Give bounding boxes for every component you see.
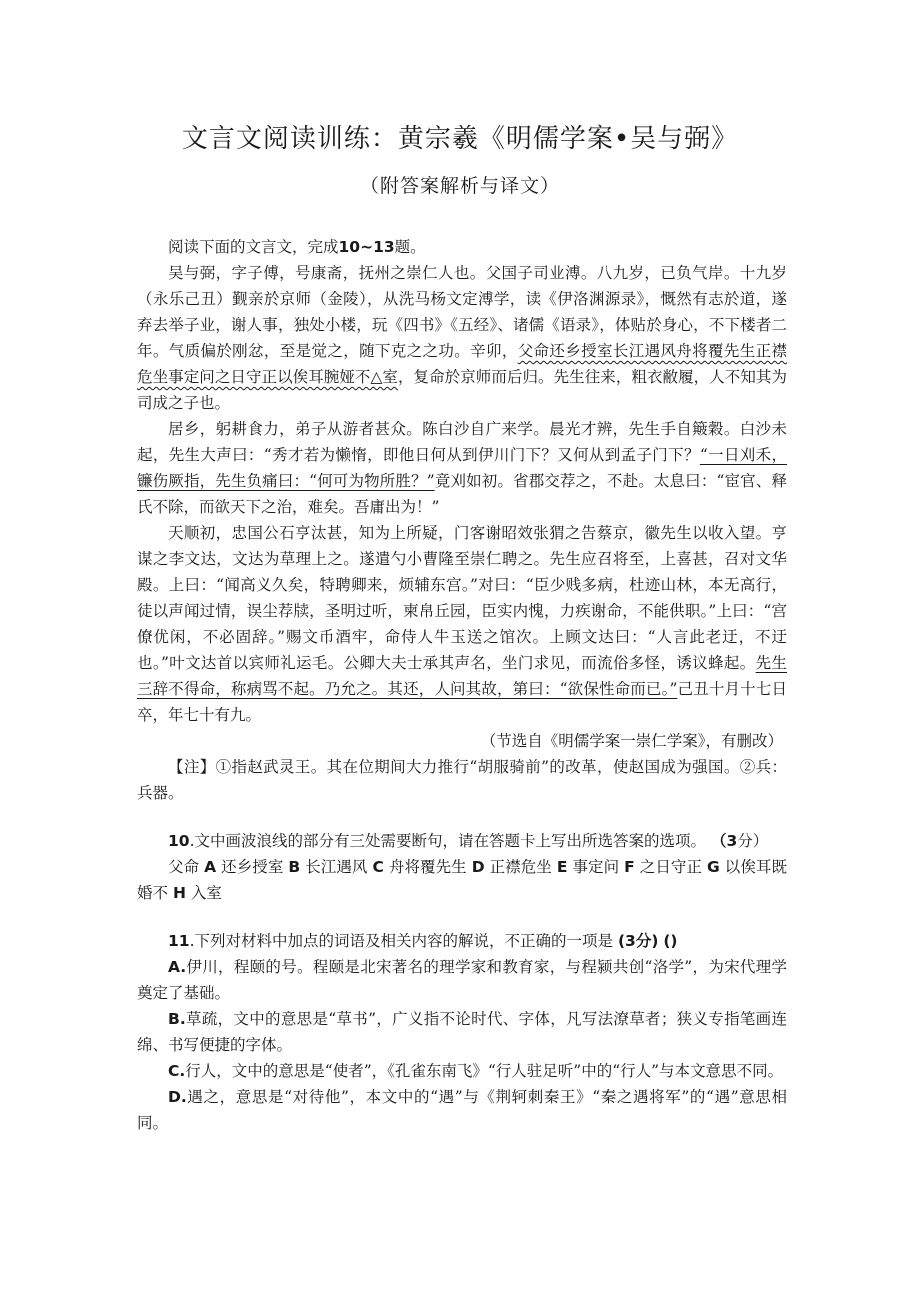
segment: 正襟危坐 <box>489 858 552 876</box>
option-b-label: B <box>288 858 301 876</box>
question-11-text: .下列对材料中加点的词语及相关内容的解说，不正确的一项是 <box>189 932 614 950</box>
question-range: 10~13 <box>338 238 395 256</box>
option-d <box>137 1084 787 1136</box>
answer-blank: () <box>663 932 678 950</box>
paragraph-3-text: 天顺初，忠国公石亨汰甚，知为上所疑，门客谢昭效张猬之告蔡京，徽先生以收入望。亨谋之李文达，文达为草理上之。遂遣勺小曹隆至崇仁聘之。先生应召将至，上喜甚，召对文华殿。上曰：“闻高义久矣，特聘卿来，烦辅东宫。”对曰：“臣少贱多病，杜迹山林，本无高行，徒以声闻过情，误尘荐牍，圣明过听，柬帛丘园，臣实内愧，力疾谢命，不能供职。”上曰：“宫僚优闲，不必固辞。”赐文币酒牢，命侍人牛玉送之馆次。上顾文达曰：“人言此老迂，不迂也。”叶文达首以宾师礼运毛。公卿大夫士承其声名，坐门求见，而流俗多怪，诱议蜂起。 <box>137 524 787 672</box>
option-e-label: E <box>556 858 568 876</box>
wavy-underlined-text: 父命还乡授室长江遇风舟将覆先生正襟危坐事定问之日守正以俟耳腕娅不△室 <box>137 342 787 386</box>
option-b-label: B. <box>168 1010 186 1028</box>
underlined-text-1: “一日刈禾，镰伤厥指，先生负痛曰：“何可为物所胜？” <box>137 446 787 490</box>
option-b-text: 草疏，文中的意思是“草书”，广义指不论时代、字体，凡写法潦草者；狭义专指笔画连绵、书写便捷的字体。 <box>137 1010 787 1054</box>
question-11-score: (3分) <box>617 932 659 950</box>
question-10 <box>137 828 787 854</box>
paragraph-2-end: 竟刈如初。省郡交荐之，不赴。太息曰：“宦官、释氏不除，而欲天下之治，难矣。吾庸出为！” <box>137 472 787 516</box>
option-a-label: A. <box>168 958 187 976</box>
instruction <box>137 234 787 260</box>
passage-paragraph-1 <box>137 260 787 416</box>
segment: 还乡授室 <box>221 858 284 876</box>
paragraph-2-text: 居乡，躬耕食力，弟子从游者甚众。陈白沙自广来学。晨光才辨，先生手自簸穀。白沙未起，先生大声曰：“秀才若为懒惰，即他日何从到伊川门下？又何从到孟子门下？ <box>137 420 787 464</box>
segment: 以俟耳既婚不 <box>137 858 787 902</box>
note-text: 【注】①指赵武灵王。其在位期间大力推行“胡服骑前”的改革，使赵国成为强国。②兵：兵器。 <box>137 758 787 802</box>
question-11 <box>137 928 787 954</box>
option-b <box>137 1006 787 1058</box>
option-c-label: C <box>372 858 384 876</box>
question-10-score-close: 分） <box>737 832 769 850</box>
option-a-text: 伊川，程颐的号。程颐是北宋著名的理学家和教育家，与程颍共创“洛学”，为宋代理学奠定了基础。 <box>137 958 787 1002</box>
segment: 之日守正 <box>639 858 703 876</box>
option-c-text: 行人，文中的意思是“使者”，《孔雀东南飞》“行人驻足听”中的“行人”与本文意思不同。 <box>185 1062 784 1080</box>
paragraph-1-text: 吴与弼，字子傅，号康斋，抚州之崇仁人也。父国子司业溥。八九岁，已负气岸。十九岁（永乐己丑）觐亲於京师（金陵），从洗马杨文定溥学，读《伊洛渊源录》，慨然有志於道，遂弃去举子业，谢人事，独处小楼，玩《四书》《五经》、诸儒《语录》，体贴於身心，不下楼者二年。气质偏於刚忿，至是觉之，随下克之之功。辛卯， <box>137 264 787 360</box>
paragraph-3-end: 己丑十月十七日卒，年七十有九。 <box>137 680 787 724</box>
instruction-end: 题。 <box>394 238 426 256</box>
option-f-label: F <box>624 858 635 876</box>
underlined-text-2: 先生三辞不得命，称病骂不起。乃允之。其还，人问其故，第曰：“欲保性命而已。” <box>137 654 787 698</box>
question-11-number: 11 <box>168 932 190 950</box>
paragraph-1-end: ，复命於京师而后归。先生往来，粗衣敝履，人不知其为司成之子也。 <box>137 368 787 412</box>
option-a <box>137 954 787 1006</box>
passage-paragraph-3 <box>137 520 787 728</box>
segment: 舟将覆先生 <box>388 858 467 876</box>
question-10-score: 3 <box>726 832 738 850</box>
segment: 父命 <box>168 858 200 876</box>
reading-passage <box>137 234 787 1136</box>
option-g-label: G <box>707 858 720 876</box>
page-subtitle: （附答案解析与译文） <box>359 175 560 197</box>
option-d-text: 遇之，意思是“对待他”，本文中的“遇”与《荆轲刺秦王》“秦之遇将军”的“遇”意思相同。 <box>137 1088 787 1132</box>
annotation-note <box>137 754 787 806</box>
option-a-label: A <box>204 858 217 876</box>
option-d-label: D. <box>168 1088 187 1106</box>
question-10-number: 10 <box>168 832 190 850</box>
option-h-label: H <box>172 884 186 902</box>
segment: 入室 <box>190 884 222 902</box>
question-10-options <box>137 854 787 906</box>
instruction-text: 阅读下面的文言文，完成 <box>168 238 339 256</box>
segment: 长江遇风 <box>305 858 368 876</box>
segment: 事定问 <box>572 858 620 876</box>
question-10-text: .文中画波浪线的部分有三处需要断句，请在答题卡上写出所选答案的选项。 <box>189 832 707 850</box>
passage-paragraph-2 <box>137 416 787 520</box>
option-d-label: D <box>471 858 485 876</box>
question-10-score-open: （ <box>710 832 727 850</box>
option-c <box>137 1058 787 1084</box>
option-c-label: C. <box>168 1062 186 1080</box>
page-title: 文言文阅读训练：黄宗羲《明儒学案•吴与弼》 <box>181 124 739 154</box>
source-citation: （节选自《明儒学案一崇仁学案》，有删改） <box>480 732 783 750</box>
